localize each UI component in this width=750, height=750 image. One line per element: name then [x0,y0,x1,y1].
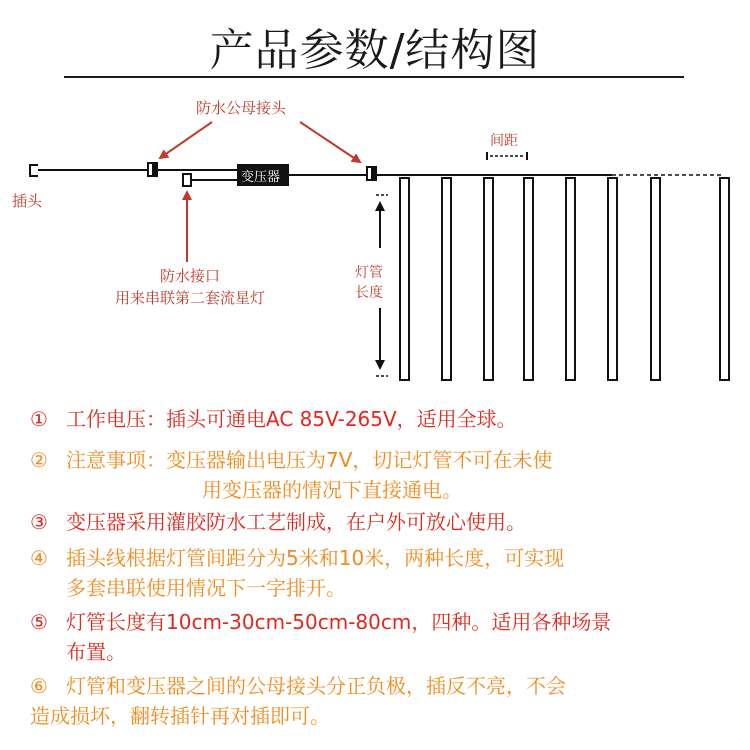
note-4 [30,543,564,573]
waterproof-port [183,174,237,186]
light-tube [566,178,575,380]
note-text: 布置。 [66,640,126,664]
tube-length-label-2: 长度 [355,285,383,301]
note-text: 灯管和变压器之间的公母接头分正负极，插反不亮，不会 [66,674,566,698]
arrow-icon [160,122,360,262]
light-tube [651,178,660,380]
light-tube [400,178,409,380]
connector-label: 防水公母接头 [196,99,287,117]
connector-icon [148,163,157,176]
note-text: 插头线根据灯管间距分为5米和10米，两种长度，可实现 [66,546,565,570]
note-text: 造成损坏，翻转插针再对插即可。 [30,704,330,728]
light-tube [442,178,451,380]
spacing-label: 间距 [490,133,518,149]
note-text: 灯管长度有10cm-30cm-50cm-80cm，四种。适用各种场景 [66,610,612,634]
light-tubes [400,178,729,380]
note-5 [30,607,611,637]
note-text: 用变压器的情况下直接通电。 [202,478,462,502]
note-number: ③ [30,510,48,534]
light-tube [524,178,533,380]
note-number: ④ [30,546,48,570]
note-2-cont [202,475,462,505]
note-4-cont [66,573,346,603]
note-5-cont [66,637,126,667]
port-label-2: 用来串联第二套流星灯 [114,289,265,307]
note-6-cont [30,701,330,731]
note-3 [30,507,526,537]
note-text: 多套串联使用情况下一字排开。 [66,576,346,600]
note-number: ⑤ [30,610,48,634]
transformer-label: 变压器 [241,170,281,185]
note-1 [30,404,517,434]
port-label-1: 防水接口 [159,267,220,285]
note-text: 注意事项：变压器输出电压为7V，切记灯管不可在未使 [66,448,553,472]
note-2 [30,445,552,475]
note-number: ② [30,448,48,472]
plug-icon [30,165,148,176]
light-tube [720,178,729,380]
note-6 [30,671,566,701]
connector-icon [367,167,376,180]
tube-length-label-1: 灯管 [355,265,383,281]
note-text: 变压器采用灌胶防水工艺制成，在户外可放心使用。 [66,510,526,534]
note-number: ① [30,407,48,431]
light-tube [608,178,617,380]
plug-label: 插头 [12,192,43,210]
page-title: 产品参数/结构图 [209,25,541,76]
light-tube [484,178,493,380]
spacing-indicator [487,152,527,160]
note-text: 工作电压：插头可通电AC 85V-265V，适用全球。 [66,407,517,431]
note-number: ⑥ [30,674,48,698]
